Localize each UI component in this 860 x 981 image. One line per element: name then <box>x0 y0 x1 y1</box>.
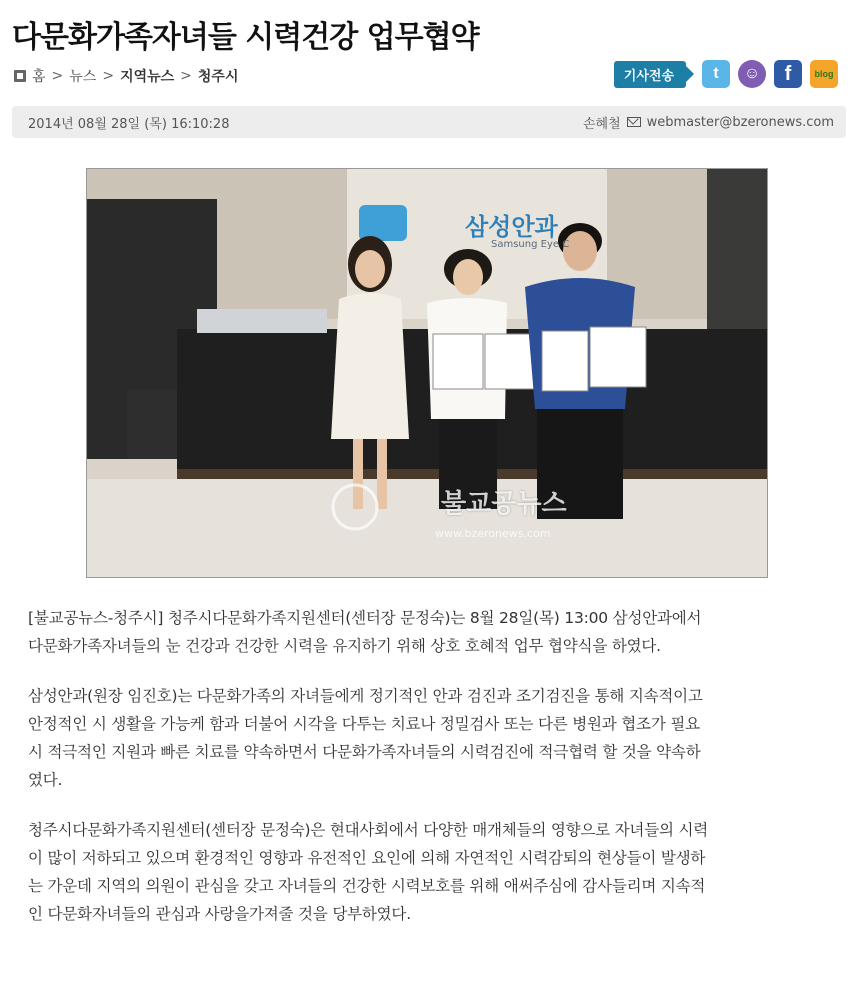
author-email[interactable]: webmaster@bzeronews.com <box>646 114 834 130</box>
article-paragraph: 청주시다문화가족지원센터(센터장 문정숙)은 현대사회에서 다양한 매개체들의 영향으로 자녀들의 시력 이 많이 저하되고 있으며 환경적인 영향과 유전적인 요인에 의해 자연적인 시력감퇴의 현상들이 발생하 는 가운데 지역의 의원이 관심을 갖고 자녀들의 건강한 시력보호를 위해 애써주심에 감사들리며 지속적 인 다문화자녀들의 관심과 사랑을가져줄 것을 당부하였다. <box>28 821 709 923</box>
article-headline: 다문화가족자녀들 시력건강 업무협약 <box>12 20 479 55</box>
home-icon[interactable] <box>14 70 26 82</box>
photo-watermark-url: www.bzeronews.com <box>435 527 551 540</box>
breadcrumb-home[interactable]: 홈 <box>32 69 46 85</box>
breadcrumb-news[interactable]: 뉴스 <box>69 69 97 85</box>
blog-icon[interactable]: blog <box>810 60 838 88</box>
publish-date: 2014년 08월 28일 (목) 16:10:28 <box>28 116 230 132</box>
clinic-sign: 삼성안과 <box>465 213 558 241</box>
article-paragraph: 삼성안과(원장 임진호)는 다문화가족의 자녀들에게 정기적인 안과 검진과 조기검진을 통해 지속적이고 안정적인 시 생활을 가능케 함과 더불어 시각을 다투는 치료나 정밀검사 또는 다른 병원과 협조가 필요 시 적극적인 지원과 빠른 치료를 약속하면서 다문화가족자녀들의 시력검진에 적극협력 할 것을 약속하 였다. <box>28 687 703 789</box>
share-bar <box>614 60 838 88</box>
breadcrumb-separator: > <box>102 68 115 84</box>
article-body <box>28 604 834 950</box>
twitter-icon[interactable]: t <box>702 60 730 88</box>
kakaostory-icon[interactable]: ☺ <box>738 60 766 88</box>
mail-icon[interactable] <box>627 117 641 127</box>
clinic-sign-english: Samsung Eye C <box>491 239 570 250</box>
photo-illustration <box>87 169 768 578</box>
article-meta-bar <box>12 106 846 138</box>
share-label: 기사전송 <box>614 61 686 88</box>
breadcrumb-separator: > <box>51 68 64 84</box>
author-name[interactable]: 손혜철 <box>582 116 621 132</box>
breadcrumb-separator: > <box>180 68 192 84</box>
breadcrumb-local-news[interactable]: 지역뉴스 <box>120 69 175 85</box>
photo-watermark: 불교공뉴스 <box>441 489 567 519</box>
breadcrumb-cheongju[interactable]: 청주시 <box>197 69 239 85</box>
breadcrumb <box>14 66 238 86</box>
article-paragraph: [불교공뉴스-청주시] 청주시다문화가족지원센터(센터장 문정숙)는 8월 28일(목) 13:00 삼성안과에서 다문화가족자녀들의 눈 건강과 건강한 시력을 유지하기 위해 상호 호혜적 업무 협약식을 하였다. <box>28 609 702 655</box>
article-photo <box>86 168 768 578</box>
facebook-icon[interactable]: f <box>774 60 802 88</box>
